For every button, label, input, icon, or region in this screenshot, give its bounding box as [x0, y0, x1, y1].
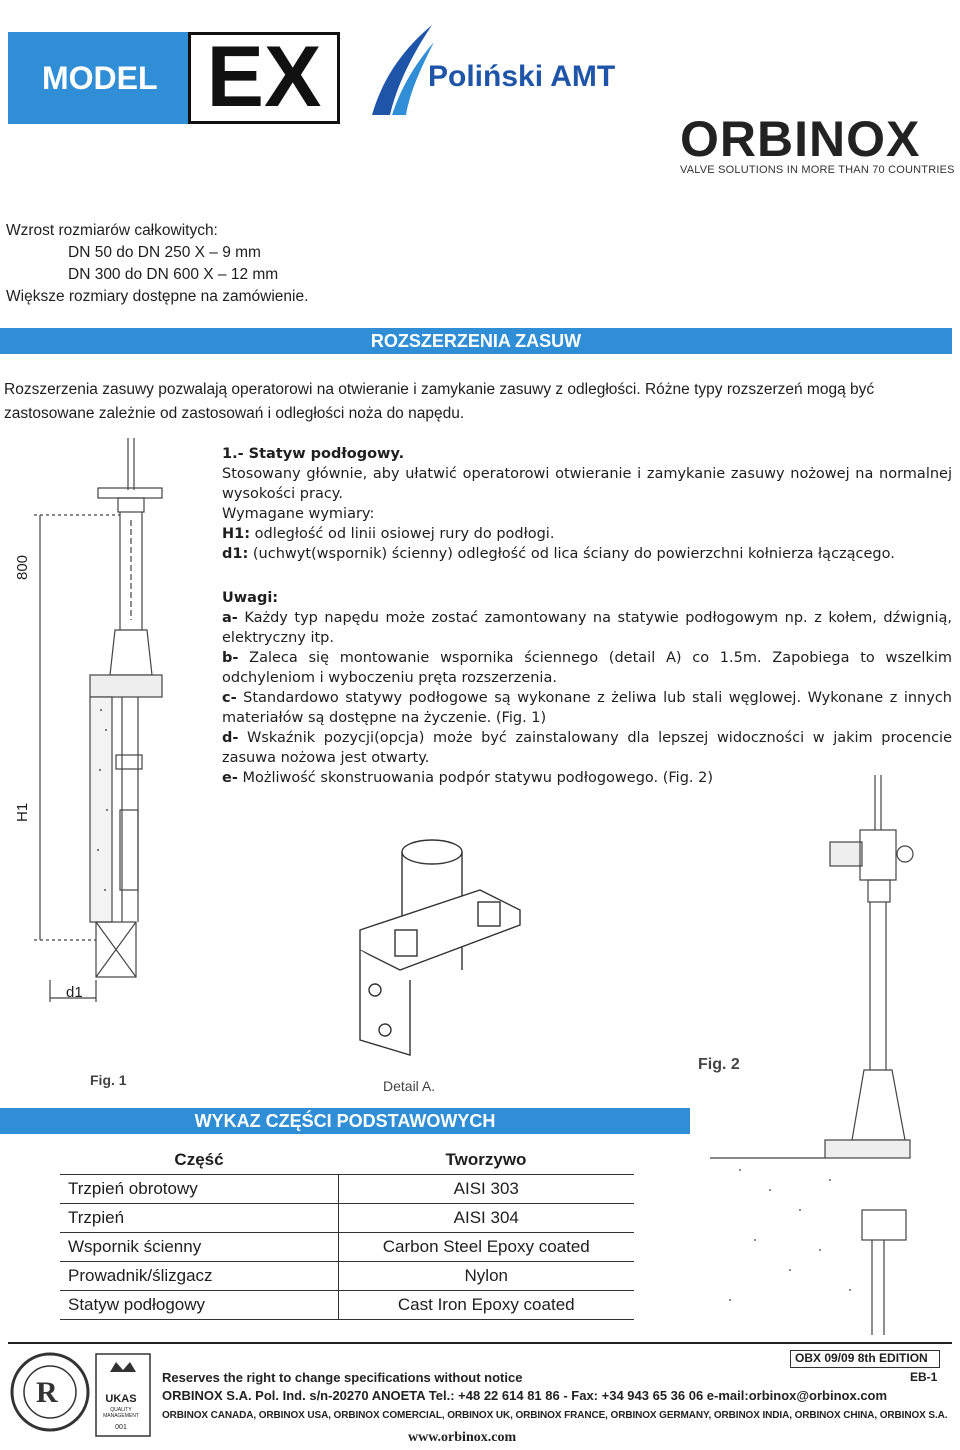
part-cell: Statyw podłogowy: [60, 1290, 338, 1319]
table-row: [60, 1203, 634, 1232]
note-item: b- Zaleca się montowanie wspornika ściennego (detail A) co 1.5m. Zapobiega to wszelkim odchyleniom i wyboczeniu pręta rozszerzenia.: [222, 650, 952, 686]
fig2-caption: Fig. 2: [698, 1056, 740, 1073]
fig2-floor-stand-drawing: [700, 770, 950, 1340]
table-row: [60, 1232, 634, 1261]
extensions-paragraph: Rozszerzenia zasuwy pozwalają operatorowi na otwieranie i zamykanie zasuwy z odległości. Różne typy rozszerzeń mogą być zastosowane zależnie od zastosowań i odległości noża do napędu.: [4, 381, 875, 422]
footer-page-code: EB-1: [910, 1370, 938, 1384]
table-header-row: [60, 1146, 634, 1174]
model-code: EX: [188, 32, 340, 124]
footer-edition: OBX 09/09 8th EDITION: [790, 1350, 940, 1368]
model-label: MODEL: [8, 32, 188, 124]
part-cell: Wspornik ścienny: [60, 1232, 338, 1261]
material-cell: Nylon: [338, 1261, 634, 1290]
footer-affiliates: ORBINOX CANADA, ORBINOX USA, ORBINOX COMERCIAL, ORBINOX UK, ORBINOX FRANCE, ORBINOX GERMANY, ORBINOX INDIA, ORBINOX CHINA, ORBINOX S.A.: [162, 1410, 948, 1421]
required-dimensions-label: Wymagane wymiary:: [222, 506, 375, 522]
part-cell: Trzpień: [60, 1203, 338, 1232]
cert-ukas: UKAS: [105, 1393, 137, 1405]
section-title-extensions: ROZSZERZENIA ZASUW: [0, 328, 952, 354]
size-increase-intro: [6, 220, 308, 308]
table-row: [60, 1290, 634, 1319]
d1-definition: d1: (uchwyt(wspornik) ścienny) odległość od lica ściany do powierzchni kołnierza łączącego.: [222, 546, 895, 562]
notes-title: Uwagi:: [222, 590, 279, 606]
footer-website[interactable]: www.orbinox.com: [408, 1430, 517, 1445]
brand-logo: ORBINOX: [680, 111, 921, 167]
intro-line: DN 50 do DN 250 X – 9 mm: [68, 244, 261, 261]
intro-line: DN 300 do DN 600 X – 12 mm: [68, 266, 279, 283]
table-row: [60, 1174, 634, 1203]
floor-stand-desc: Stosowany głównie, aby ułatwić operatorowi otwieranie i zamykanie zasuwy nożowej na normalnej wysokości pracy.: [222, 466, 952, 502]
cert-num: 001: [115, 1424, 127, 1431]
parts-table: [60, 1146, 634, 1320]
detail-a-caption: Detail A.: [383, 1078, 436, 1094]
parts-list-title: WYKAZ CZĘŚCI PODSTAWOWYCH: [0, 1108, 690, 1134]
floor-stand-notes: [222, 444, 952, 788]
part-cell: Trzpień obrotowy: [60, 1174, 338, 1203]
material-cell: Cast Iron Epoxy coated: [338, 1290, 634, 1319]
detail-a-bracket-drawing: [340, 830, 560, 1060]
footer-company: ORBINOX S.A. Pol. Ind. s/n-20270 ANOETA Tel.: +48 22 614 81 86 - Fax: +34 943 65 36 06 e-mail:orbinox@orbinox.com: [162, 1388, 888, 1403]
h1-definition: H1: odległość od linii osiowej rury do podłogi.: [222, 526, 555, 542]
fig1-caption: Fig. 1: [90, 1072, 127, 1088]
floor-stand-heading: 1.- Statyw podłogowy.: [222, 446, 405, 462]
svg-text:R: R: [36, 1376, 58, 1409]
cert-sub: QUALITY MANAGEMENT: [103, 1407, 139, 1419]
distributor-name: Poliński AMT: [428, 60, 616, 93]
intro-line: Większe rozmiary dostępne na zamówienie.: [6, 288, 309, 305]
note-item: e- Możliwość skonstruowania podpór statywu podłogowego. (Fig. 2): [222, 770, 714, 786]
note-item: c- Standardowo statywy podłogowe są wykonane z żeliwa lub stali węglowej. Wykonane z innych materiałów są dostępne na życzenie. (Fig. 1): [222, 690, 952, 726]
material-cell: Carbon Steel Epoxy coated: [338, 1232, 634, 1261]
dim-800-label: 800: [14, 554, 31, 580]
intro-line: Wzrost rozmiarów całkowitych:: [6, 222, 218, 239]
table-row: [60, 1261, 634, 1290]
material-cell: AISI 304: [338, 1203, 634, 1232]
note-item: d- Wskaźnik pozycji(opcja) może być zainstalowany dla lepszej widoczności w jakim procencie zasuwa nożowa jest otwarty.: [222, 730, 952, 766]
material-cell: AISI 303: [338, 1174, 634, 1203]
dim-d1-label: d1: [66, 984, 83, 1001]
footer-reserve: Reserves the right to change specifications without notice: [162, 1370, 523, 1385]
brand-tagline: VALVE SOLUTIONS IN MORE THAN 70 COUNTRIES: [680, 164, 955, 176]
part-cell: Prowadnik/ślizgacz: [60, 1261, 338, 1290]
fig1-floor-stand-drawing: [10, 430, 210, 1100]
dim-h1-label: H1: [14, 802, 31, 822]
note-item: a- Każdy typ napędu może zostać zamontowany na statywie podłogowym np. z kołem, dźwignią, elektryczny itp.: [222, 610, 952, 646]
col-part-header: Część: [60, 1146, 338, 1174]
col-material-header: Tworzywo: [338, 1146, 634, 1174]
